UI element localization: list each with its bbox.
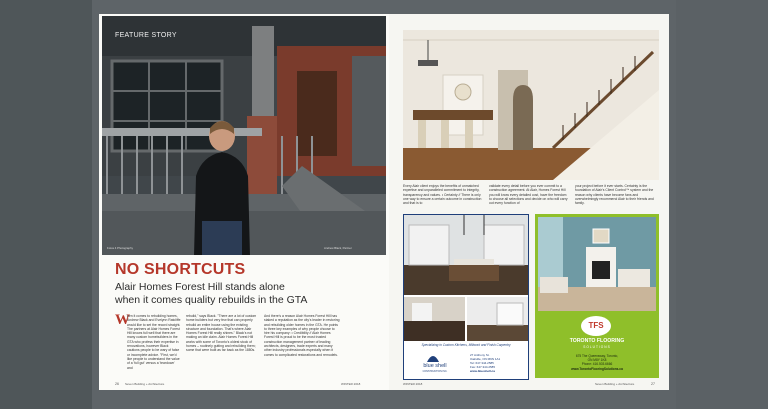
flooring-web[interactable]: www.TorontoFlooringSolutions.ca — [571, 366, 623, 371]
footer-page-number: 27 — [651, 382, 655, 386]
right-magazine-page — [389, 14, 669, 390]
footer-publication: Seven Building + Architecture — [595, 382, 635, 386]
subheadline-line1: Alair Homes Forest Hill stands alone — [115, 281, 285, 293]
headline: NO SHORTCUTS — [115, 261, 246, 278]
hero-photo — [102, 16, 386, 255]
flooring-address: 675 The Queensway, Toronto, — [575, 354, 619, 358]
photo-credit-left: Fotos 4 Photography — [107, 246, 133, 250]
footer-publication: Seven Building + Architecture — [125, 382, 165, 386]
kitchen-photo-2 — [404, 297, 465, 341]
kitchen-photo-1 — [404, 215, 528, 295]
blueshell-phone: Tel: 647.344.2585 — [470, 361, 494, 365]
flooring-logo — [581, 316, 611, 336]
footer-issue: WINTER 2018 — [341, 382, 361, 386]
flooring-city: ON M8Y 1K8 — [587, 358, 607, 363]
section-label: FEATURE STORY — [115, 32, 177, 39]
interior-photo — [403, 30, 659, 180]
blueshell-address-1: 27 Anthony St. — [470, 353, 490, 357]
footer-page-number: 26 — [115, 382, 119, 386]
article-column-1: hen it comes to rebuilding homes, Andrew Black and Evelynn Ratcliffe would like to set the record straight. The partners at Alair Homes Forest Hill knows full well that there are many custom homebuilders in the GTA who profess their expertise in renovations, however Black cautions people to be wary of false or incomplete advice. "First, we'd like people to understand the value of a 'full gut' versus a 'teardown' and — [127, 314, 181, 370]
article-column-2: rebuild," says Black. "There are a lot of custom home builders but very few that can properly rebuild an entire house using the existing structure and foundation. That's where Alair Homes Forest Hill really shines." Black's not making an idle claim. Alair Homes Forest Hill works with some of Toronto's oldest stock of homes – routinely gutting and rebuilding them; some that were built as far back as the 1880s. — [186, 314, 257, 353]
flooring-contact — [535, 354, 659, 371]
photo-credit-right: Andrew Black, Partner — [324, 246, 352, 250]
drop-cap: W — [115, 312, 130, 328]
subheadline-line2: when it comes quality rebuilds in the GTA — [115, 294, 308, 306]
left-magazine-page — [99, 14, 389, 390]
kitchen-photo-3 — [467, 297, 528, 341]
blueshell-address-2: Oakville, ON M9N 1A1 — [470, 357, 501, 361]
article-column-2: validate every detail before you ever commit to a construction agreement. At Alair, Homes Forest Hill you will know every detailed cost, have the freedom to choose all selections and decide on who will carry out every function of — [489, 184, 568, 206]
article-column-3: your project before it ever starts. Certainty is the foundation of Alair's Client Control™ system and the reason why clients have become fans and overwhelmingly recommend Alair to their friends and family. — [575, 184, 654, 206]
living-room-photo — [538, 217, 656, 311]
flooring-logo-initials: TFS — [588, 321, 604, 330]
blueshell-contact — [470, 353, 526, 373]
blueshell-tagline: Specializing in Custom Kitchens, Millwork and Finish Carpentry — [421, 343, 511, 347]
flooring-ad[interactable] — [535, 214, 659, 378]
blueshell-fax: Fax: 647.344.2585 — [470, 365, 496, 369]
article-column-3: And there's a reason Alair Homes Forest Hill has staked a reputation as the city's leader in restoring and rebuilding older homes in the GTA. He points to three key examples of why people choose to hire his company: • Credibility // Alair Homes Forest Hill is proud to be the most trusted construction management partner of leading architects, designers, trade experts and many other industry professionals especially when it comes to complicated restorations and remodels. — [264, 314, 340, 357]
footer-issue: WINTER 2018 — [403, 382, 423, 386]
blueshell-web[interactable]: www.blueshell.ca — [470, 369, 495, 373]
blueshell-logo-sub: CONSTRUCTION INC. — [422, 370, 448, 373]
blueshell-ad[interactable] — [403, 214, 529, 380]
background-tile — [676, 0, 768, 409]
blueshell-logo — [410, 353, 460, 377]
flooring-phone: Phone: 416.503.6666 — [581, 362, 613, 367]
blueshell-logo-text: blue shell — [423, 363, 447, 369]
flooring-brand-line2: SOLUTIONS — [583, 345, 611, 349]
shell-icon — [426, 353, 440, 363]
flooring-brand-line1: TORONTO FLOORING — [569, 338, 625, 344]
background-tile — [0, 0, 92, 409]
article-column-1: Every Alair client enjoys the benefits of unmatched expertise and unparalleled commitment to integrity, transparency and values. • Certainty // There is only one way to ensure a certain outcome in construction and that is to — [403, 184, 482, 206]
